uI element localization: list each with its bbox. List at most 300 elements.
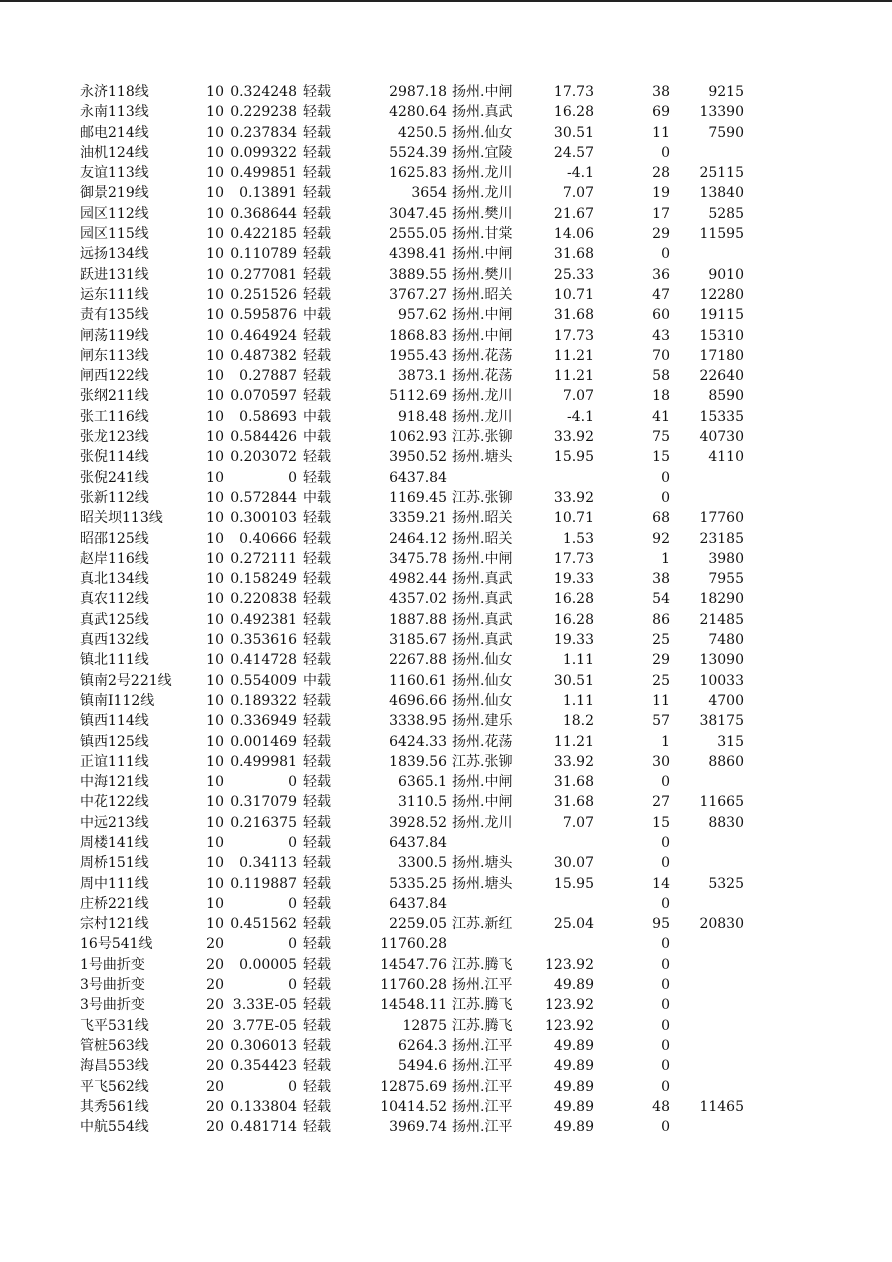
capacity-cell: 12875	[402, 1017, 447, 1034]
voltage-cell: 10	[206, 753, 224, 770]
line-name-cell: 周中111线	[80, 875, 149, 892]
count-cell: 0	[661, 956, 670, 973]
table-row	[0, 1056, 892, 1076]
voltage-cell: 10	[206, 388, 224, 405]
table-row	[0, 1077, 892, 1097]
load-rate-cell: 0.353616	[230, 632, 297, 649]
distance-cell: -4.1	[567, 408, 594, 425]
line-name-cell: 邮电214线	[80, 124, 149, 141]
capacity-cell: 4250.5	[398, 124, 447, 141]
substation-cell: 扬州.中闸	[452, 327, 513, 344]
substation-cell: 扬州.中闸	[452, 794, 513, 811]
load-status-cell: 轻载	[303, 956, 331, 973]
load-status-cell: 中载	[303, 408, 331, 425]
count-cell: 0	[661, 1119, 670, 1136]
substation-cell: 扬州.真武	[452, 591, 513, 608]
table-row	[0, 123, 892, 143]
distance-cell: -4.1	[567, 165, 594, 182]
kva-cell: 3980	[708, 550, 744, 567]
voltage-cell: 20	[206, 1017, 224, 1034]
table-row	[0, 711, 892, 731]
voltage-cell: 10	[206, 713, 224, 730]
substation-cell: 扬州.昭关	[452, 530, 513, 547]
distance-cell: 24.57	[553, 144, 594, 161]
line-name-cell: 中花122线	[80, 794, 149, 811]
table-row	[0, 82, 892, 102]
count-cell: 54	[652, 591, 670, 608]
distance-cell: 15.95	[553, 875, 594, 892]
kva-cell	[675, 853, 744, 873]
substation-cell: 扬州.昭关	[452, 510, 513, 527]
substation-cell: 扬州.塘头	[452, 875, 513, 892]
load-rate-cell: 0.554009	[230, 672, 297, 689]
table-row	[0, 1036, 892, 1056]
load-rate-cell: 0.133804	[230, 1098, 297, 1115]
substation-cell: 江苏.腾飞	[452, 1017, 513, 1034]
count-cell: 11	[652, 692, 670, 709]
load-status-cell: 轻载	[303, 550, 331, 567]
kva-cell: 38175	[699, 713, 744, 730]
kva-cell: 25115	[699, 165, 744, 182]
substation-cell: 扬州.江平	[452, 1098, 513, 1115]
substation-cell: 江苏.新红	[452, 916, 513, 933]
kva-cell: 11665	[699, 794, 744, 811]
distance-cell: 30.07	[553, 855, 594, 872]
voltage-cell: 20	[206, 956, 224, 973]
line-name-cell: 真北134线	[80, 571, 149, 588]
capacity-cell: 2464.12	[389, 530, 447, 547]
capacity-cell: 14548.11	[380, 997, 447, 1014]
voltage-cell: 10	[206, 632, 224, 649]
voltage-cell: 10	[206, 692, 224, 709]
line-name-cell: 庄桥221线	[80, 895, 149, 912]
substation-cell: 扬州.龙川	[452, 388, 513, 405]
voltage-cell: 10	[206, 895, 224, 912]
substation-cell	[452, 934, 523, 954]
table-row	[0, 691, 892, 711]
capacity-cell: 14547.76	[380, 956, 447, 973]
substation-cell: 扬州.江平	[452, 1119, 513, 1136]
line-name-cell: 真农112线	[80, 591, 149, 608]
load-status-cell: 轻载	[303, 591, 331, 608]
substation-cell: 扬州.中闸	[452, 774, 513, 791]
load-rate-cell: 0.001469	[230, 733, 297, 750]
substation-cell: 扬州.建乐	[452, 713, 513, 730]
kva-cell: 315	[717, 733, 744, 750]
voltage-cell: 20	[206, 1119, 224, 1136]
kva-cell: 13840	[699, 185, 744, 202]
count-cell: 0	[661, 895, 670, 912]
load-rate-cell: 0.336949	[230, 713, 297, 730]
capacity-cell: 3359.21	[389, 510, 447, 527]
voltage-cell: 10	[206, 368, 224, 385]
line-name-cell: 永济118线	[80, 84, 149, 100]
load-rate-cell: 0.158249	[230, 571, 297, 588]
load-status-cell: 轻载	[303, 226, 331, 243]
load-rate-cell: 0	[288, 834, 297, 851]
table-row	[0, 549, 892, 569]
load-rate-cell: 0.317079	[230, 794, 297, 811]
kva-cell	[675, 1036, 744, 1056]
substation-cell: 扬州.中闸	[452, 246, 513, 263]
line-name-cell: 平飞562线	[80, 1078, 149, 1095]
load-rate-cell: 0.499981	[230, 753, 297, 770]
substation-cell: 扬州.樊川	[452, 205, 513, 222]
load-status-cell: 轻载	[303, 753, 331, 770]
substation-cell: 扬州.中闸	[452, 307, 513, 324]
capacity-cell: 10414.52	[380, 1098, 447, 1115]
line-name-cell: 跃进131线	[80, 266, 149, 283]
distance-cell: 18.2	[562, 713, 594, 730]
distance-cell: 7.07	[562, 814, 594, 831]
load-status-cell: 轻载	[303, 1017, 331, 1034]
voltage-cell: 20	[206, 997, 224, 1014]
line-name-cell: 周桥151线	[80, 855, 149, 872]
load-status-cell: 轻载	[303, 1119, 331, 1136]
count-cell: 25	[652, 672, 670, 689]
capacity-cell: 1955.43	[389, 347, 447, 364]
count-cell: 41	[652, 408, 670, 425]
capacity-cell: 5524.39	[389, 144, 447, 161]
load-rate-cell: 0.272111	[230, 550, 297, 567]
load-rate-cell: 0.251526	[230, 286, 297, 303]
distance-cell: 16.28	[553, 591, 594, 608]
kva-cell: 13090	[699, 652, 744, 669]
capacity-cell: 2987.18	[389, 84, 447, 100]
load-status-cell: 中载	[303, 672, 331, 689]
kva-cell: 5325	[708, 875, 744, 892]
load-status-cell: 轻载	[303, 469, 331, 486]
voltage-cell: 10	[206, 571, 224, 588]
load-rate-cell: 0.277081	[230, 266, 297, 283]
voltage-cell: 20	[206, 977, 224, 994]
capacity-cell: 6424.33	[389, 733, 447, 750]
kva-cell	[675, 468, 744, 488]
voltage-cell: 10	[206, 794, 224, 811]
voltage-cell: 10	[206, 104, 224, 121]
voltage-cell: 10	[206, 165, 224, 182]
count-cell: 28	[652, 165, 670, 182]
count-cell: 58	[652, 368, 670, 385]
table-row	[0, 975, 892, 995]
load-status-cell: 中载	[303, 489, 331, 506]
voltage-cell: 10	[206, 672, 224, 689]
kva-cell: 4700	[708, 692, 744, 709]
line-name-cell: 中航554线	[80, 1119, 149, 1136]
load-status-cell: 轻载	[303, 510, 331, 527]
distance-cell: 15.95	[553, 449, 594, 466]
load-status-cell: 轻载	[303, 632, 331, 649]
distance-cell: 49.89	[553, 1078, 594, 1095]
count-cell: 0	[661, 834, 670, 851]
load-status-cell: 轻载	[303, 266, 331, 283]
kva-cell: 8860	[708, 753, 744, 770]
voltage-cell: 10	[206, 591, 224, 608]
kva-cell: 10033	[699, 672, 744, 689]
capacity-cell: 5112.69	[389, 388, 447, 405]
load-rate-cell: 0.40666	[239, 530, 297, 547]
line-name-cell: 闸荡119线	[80, 327, 149, 344]
load-status-cell: 轻载	[303, 124, 331, 141]
substation-cell: 扬州.昭关	[452, 286, 513, 303]
table-row	[0, 346, 892, 366]
capacity-cell: 3889.55	[389, 266, 447, 283]
count-cell: 0	[661, 469, 670, 486]
substation-cell: 扬州.樊川	[452, 266, 513, 283]
kva-cell	[675, 995, 744, 1015]
capacity-cell: 4696.66	[389, 692, 447, 709]
count-cell: 36	[652, 266, 670, 283]
distance-cell: 7.07	[562, 388, 594, 405]
line-name-cell: 张新112线	[80, 489, 149, 506]
data-table	[0, 82, 892, 1137]
capacity-cell: 957.62	[398, 307, 447, 324]
voltage-cell: 20	[206, 1098, 224, 1115]
voltage-cell: 10	[206, 834, 224, 851]
load-status-cell: 轻载	[303, 814, 331, 831]
substation-cell: 扬州.仙女	[452, 692, 513, 709]
load-status-cell: 轻载	[303, 165, 331, 182]
table-row	[0, 143, 892, 163]
count-cell: 75	[652, 429, 670, 446]
voltage-cell: 20	[206, 1058, 224, 1075]
substation-cell: 扬州.真武	[452, 632, 513, 649]
voltage-cell: 10	[206, 774, 224, 791]
capacity-cell: 4398.41	[389, 246, 447, 263]
voltage-cell: 10	[206, 84, 224, 100]
load-status-cell: 轻载	[303, 916, 331, 933]
voltage-cell: 10	[206, 530, 224, 547]
capacity-cell: 3950.52	[389, 449, 447, 466]
substation-cell: 扬州.江平	[452, 977, 513, 994]
load-rate-cell: 0.595876	[230, 307, 297, 324]
capacity-cell: 3110.5	[398, 794, 447, 811]
substation-cell: 扬州.龙川	[452, 165, 513, 182]
kva-cell	[675, 1077, 744, 1097]
substation-cell: 江苏.腾飞	[452, 997, 513, 1014]
kva-cell: 15335	[699, 408, 744, 425]
line-name-cell: 张龙123线	[80, 429, 149, 446]
load-rate-cell: 0.00005	[239, 956, 297, 973]
table-row	[0, 671, 892, 691]
load-status-cell: 轻载	[303, 794, 331, 811]
line-name-cell: 中远213线	[80, 814, 149, 831]
capacity-cell: 1160.61	[389, 672, 447, 689]
kva-cell	[675, 488, 744, 508]
line-name-cell: 真西132线	[80, 632, 149, 649]
capacity-cell: 6437.84	[389, 469, 447, 486]
voltage-cell: 10	[206, 429, 224, 446]
voltage-cell: 10	[206, 916, 224, 933]
substation-cell: 扬州.龙川	[452, 185, 513, 202]
load-status-cell: 轻载	[303, 327, 331, 344]
voltage-cell: 10	[206, 652, 224, 669]
line-name-cell: 责有135线	[80, 307, 149, 324]
table-row	[0, 589, 892, 609]
count-cell: 0	[661, 936, 670, 953]
table-row	[0, 427, 892, 447]
distance-cell: 17.73	[553, 327, 594, 344]
load-rate-cell: 0	[288, 469, 297, 486]
line-name-cell: 飞平531线	[80, 1017, 149, 1034]
substation-cell: 扬州.真武	[452, 611, 513, 628]
load-rate-cell: 0.110789	[230, 246, 297, 263]
kva-cell: 23185	[699, 530, 744, 547]
load-rate-cell: 0.324248	[230, 84, 297, 100]
line-name-cell: 友谊113线	[80, 165, 149, 182]
distance-cell: 49.89	[553, 977, 594, 994]
count-cell: 68	[652, 510, 670, 527]
substation-cell: 扬州.龙川	[452, 814, 513, 831]
load-status-cell: 轻载	[303, 1098, 331, 1115]
voltage-cell: 10	[206, 226, 224, 243]
distance-cell: 33.92	[553, 753, 594, 770]
distance-cell: 21.67	[553, 205, 594, 222]
line-name-cell: 3号曲折变	[80, 997, 145, 1014]
line-name-cell: 园区115线	[80, 226, 149, 243]
capacity-cell: 3928.52	[389, 814, 447, 831]
distance-cell: 31.68	[553, 774, 594, 791]
table-row	[0, 529, 892, 549]
count-cell: 0	[661, 246, 670, 263]
line-name-cell: 其秀561线	[80, 1098, 149, 1115]
capacity-cell: 3475.78	[389, 550, 447, 567]
voltage-cell: 10	[206, 327, 224, 344]
kva-cell: 9010	[708, 266, 744, 283]
substation-cell: 扬州.塘头	[452, 855, 513, 872]
capacity-cell: 3969.74	[389, 1119, 447, 1136]
count-cell: 0	[661, 997, 670, 1014]
capacity-cell: 3767.27	[389, 286, 447, 303]
distance-cell: 19.33	[553, 632, 594, 649]
table-row	[0, 468, 892, 488]
voltage-cell: 10	[206, 144, 224, 161]
kva-cell	[675, 934, 744, 954]
load-status-cell: 轻载	[303, 733, 331, 750]
line-name-cell: 16号541线	[80, 936, 153, 953]
distance-cell: 11.21	[553, 347, 594, 364]
count-cell: 1	[661, 550, 670, 567]
voltage-cell: 10	[206, 733, 224, 750]
capacity-cell: 4982.44	[389, 571, 447, 588]
substation-cell	[452, 833, 523, 853]
count-cell: 0	[661, 1058, 670, 1075]
load-rate-cell: 0.119887	[230, 875, 297, 892]
load-rate-cell: 0.584426	[230, 429, 297, 446]
substation-cell: 江苏.张铆	[452, 489, 513, 506]
kva-cell: 7480	[708, 632, 744, 649]
load-status-cell: 轻载	[303, 977, 331, 994]
substation-cell: 扬州.真武	[452, 104, 513, 121]
substation-cell: 扬州.龙川	[452, 408, 513, 425]
kva-cell	[675, 244, 744, 264]
line-name-cell: 真武125线	[80, 611, 149, 628]
load-status-cell: 轻载	[303, 571, 331, 588]
kva-cell	[675, 955, 744, 975]
count-cell: 60	[652, 307, 670, 324]
table-row	[0, 488, 892, 508]
line-name-cell: 闸西122线	[80, 368, 149, 385]
count-cell: 0	[661, 774, 670, 791]
table-row	[0, 772, 892, 792]
line-name-cell: 闸东113线	[80, 347, 149, 364]
count-cell: 15	[652, 449, 670, 466]
line-name-cell: 张倪114线	[80, 449, 149, 466]
kva-cell: 18290	[699, 591, 744, 608]
load-status-cell: 中载	[303, 429, 331, 446]
count-cell: 0	[661, 977, 670, 994]
count-cell: 0	[661, 489, 670, 506]
voltage-cell: 10	[206, 611, 224, 628]
count-cell: 0	[661, 1017, 670, 1034]
load-status-cell: 轻载	[303, 449, 331, 466]
voltage-cell: 20	[206, 936, 224, 953]
load-status-cell: 轻载	[303, 652, 331, 669]
load-rate-cell: 0.58693	[239, 408, 297, 425]
count-cell: 14	[652, 875, 670, 892]
load-rate-cell: 0.572844	[230, 489, 297, 506]
capacity-cell: 3047.45	[389, 205, 447, 222]
table-row	[0, 752, 892, 772]
load-status-cell: 轻载	[303, 834, 331, 851]
distance-cell: 33.92	[553, 429, 594, 446]
capacity-cell: 11760.28	[380, 977, 447, 994]
distance-cell: 10.71	[553, 510, 594, 527]
capacity-cell: 2259.05	[389, 916, 447, 933]
distance-cell: 31.68	[553, 246, 594, 263]
count-cell: 19	[652, 185, 670, 202]
kva-cell: 7590	[708, 124, 744, 141]
load-status-cell: 轻载	[303, 875, 331, 892]
kva-cell: 8590	[708, 388, 744, 405]
count-cell: 0	[661, 1037, 670, 1054]
distance-cell: 25.04	[553, 916, 594, 933]
distance-cell: 11.21	[553, 733, 594, 750]
substation-cell: 扬州.宜陵	[452, 144, 513, 161]
kva-cell: 7955	[708, 571, 744, 588]
table-row	[0, 204, 892, 224]
load-status-cell: 轻载	[303, 611, 331, 628]
table-row	[0, 813, 892, 833]
table-row	[0, 224, 892, 244]
capacity-cell: 1887.88	[389, 611, 447, 628]
substation-cell: 扬州.甘棠	[452, 226, 513, 243]
load-status-cell: 轻载	[303, 368, 331, 385]
line-name-cell: 镇西114线	[80, 713, 149, 730]
capacity-cell: 1839.56	[389, 753, 447, 770]
capacity-cell: 918.48	[398, 408, 447, 425]
kva-cell: 17760	[699, 510, 744, 527]
capacity-cell: 2267.88	[389, 652, 447, 669]
substation-cell: 江苏.张铆	[452, 753, 513, 770]
count-cell: 38	[652, 84, 670, 100]
load-rate-cell: 0.099322	[230, 144, 297, 161]
load-rate-cell: 0.34113	[239, 855, 297, 872]
distance-cell: 123.92	[545, 997, 594, 1014]
count-cell: 25	[652, 632, 670, 649]
line-name-cell: 运东111线	[80, 286, 149, 303]
load-status-cell: 轻载	[303, 692, 331, 709]
load-rate-cell: 0.492381	[230, 611, 297, 628]
load-rate-cell: 0.306013	[230, 1037, 297, 1054]
table-row	[0, 1097, 892, 1117]
capacity-cell: 3338.95	[389, 713, 447, 730]
capacity-cell: 1868.83	[389, 327, 447, 344]
load-rate-cell: 0.464924	[230, 327, 297, 344]
table-row	[0, 163, 892, 183]
substation-cell: 扬州.仙女	[452, 672, 513, 689]
load-rate-cell: 0	[288, 1078, 297, 1095]
